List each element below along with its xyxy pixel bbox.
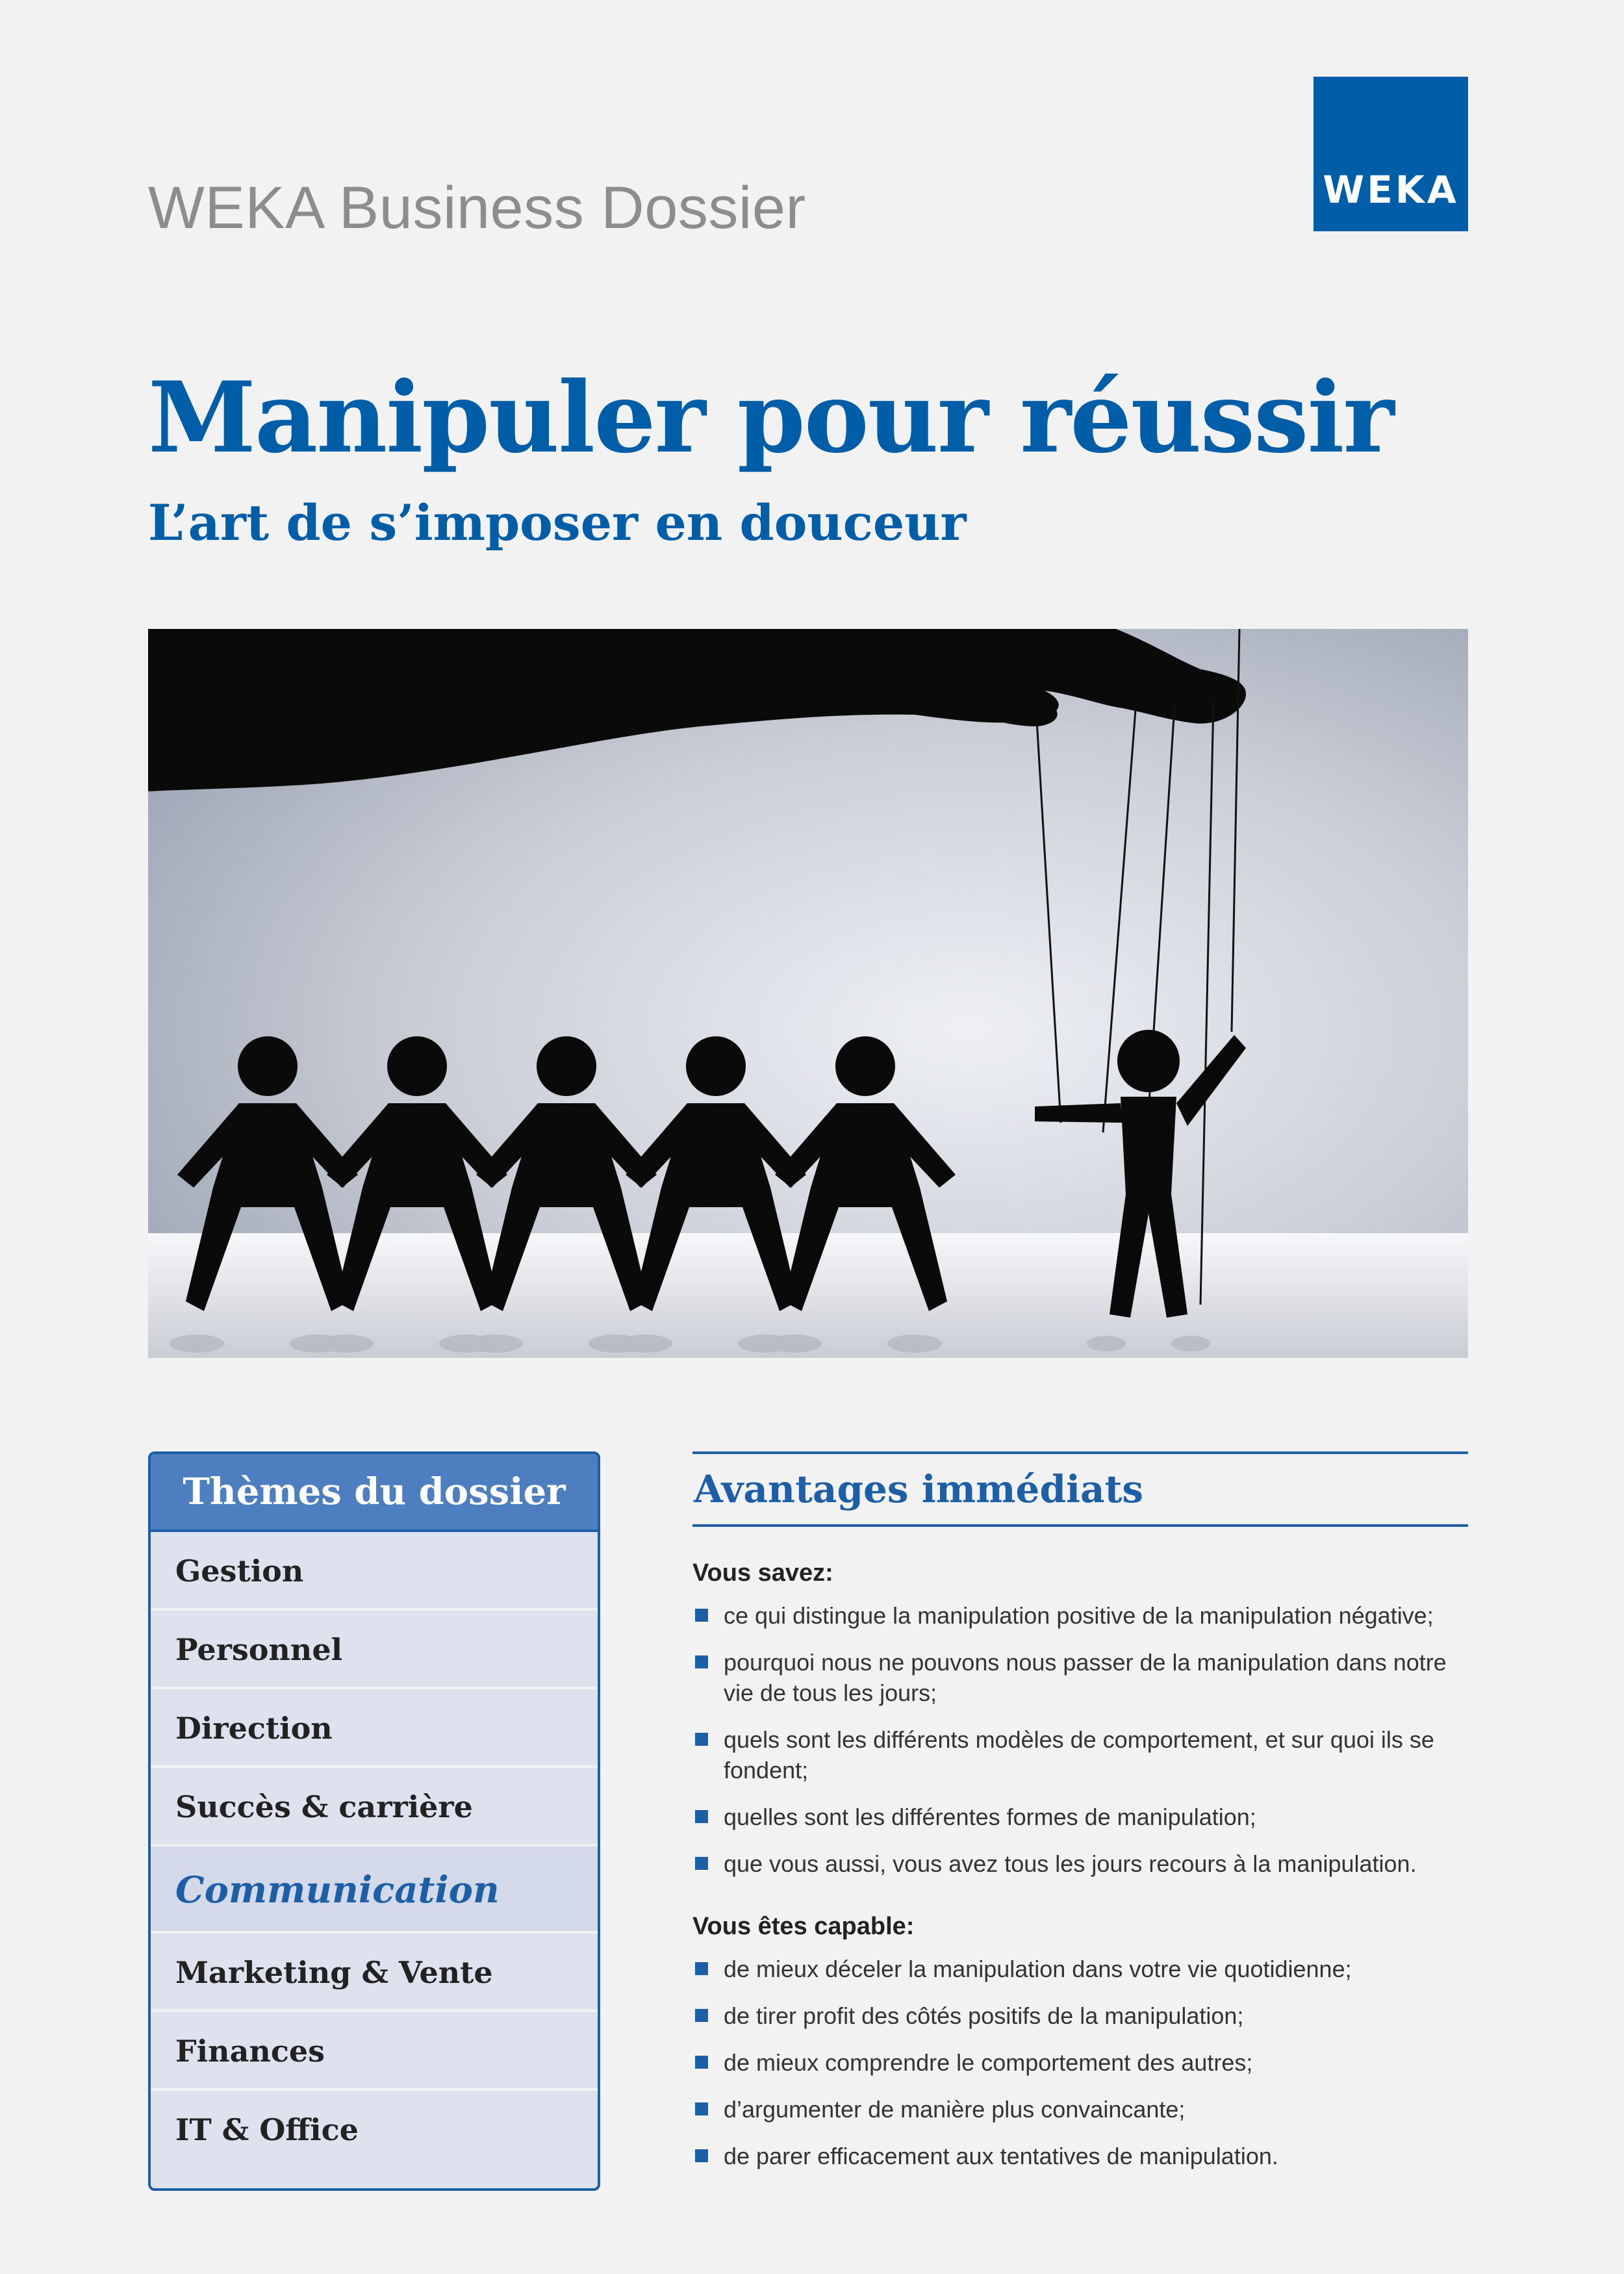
list-item: de mieux déceler la manipulation dans votre vie quotidienne; — [692, 1954, 1468, 1984]
list-item: de tirer profit des côtés positifs de la manipulation; — [692, 2000, 1468, 2031]
page-subtitle: L’art de s’imposer en douceur — [148, 494, 967, 552]
section1-title: Vous savez: — [692, 1559, 833, 1587]
theme-item-gestion: Gestion — [151, 1532, 598, 1611]
list-item: quels sont les différents modèles de comportement, et sur quoi ils se fondent; — [692, 1724, 1468, 1785]
themes-header: Thèmes du dossier — [151, 1454, 598, 1532]
weka-logo — [1313, 77, 1468, 231]
list-item: d’argumenter de manière plus convaincante; — [692, 2094, 1468, 2125]
theme-item-marketing-vente: Marketing & Vente — [151, 1934, 598, 2012]
page-title: Manipuler pour réussir — [148, 361, 1393, 475]
bullet-square-icon — [695, 1857, 708, 1870]
bullet-square-icon — [695, 1810, 708, 1823]
bullet-square-icon — [695, 2102, 708, 2115]
list-item: de mieux comprendre le comportement des autres; — [692, 2047, 1468, 2078]
section1-list — [692, 1600, 1468, 1879]
section2-list — [692, 1954, 1468, 2171]
advantages-heading: Avantages immédiats — [692, 1451, 1468, 1527]
theme-item-personnel: Personnel — [151, 1611, 598, 1689]
bullet-square-icon — [695, 2009, 708, 2022]
list-item: ce qui distingue la manipulation positive de la manipulation négative; — [692, 1600, 1468, 1631]
list-item: que vous aussi, vous avez tous les jours recours à la manipulation. — [692, 1848, 1468, 1879]
themes-box — [148, 1451, 600, 2191]
theme-item-it-office: IT & Office — [175, 2112, 359, 2147]
bullet-square-icon — [695, 1962, 708, 1975]
bullet-square-icon — [695, 1655, 708, 1668]
list-item: pourquoi nous ne pouvons nous passer de la manipulation dans notre vie de tous les jours; — [692, 1647, 1468, 1708]
cover-illustration — [148, 629, 1468, 1358]
bullet-square-icon — [695, 2149, 708, 2162]
list-item: de parer efficacement aux tentatives de manipulation. — [692, 2141, 1468, 2171]
theme-item-finances: Finances — [151, 2012, 598, 2091]
theme-item-direction: Direction — [151, 1689, 598, 1768]
section2-title: Vous êtes capable: — [692, 1913, 915, 1940]
bullet-square-icon — [695, 1733, 708, 1746]
theme-item-communication: Communication — [151, 1846, 598, 1934]
logo-text: WEKA — [1323, 168, 1459, 212]
brand-line: WEKA Business Dossier — [148, 175, 806, 241]
bullet-square-icon — [695, 1609, 708, 1622]
theme-item-succes-carriere: Succès & carrière — [151, 1768, 598, 1846]
list-item: quelles sont les différentes formes de manipulation; — [692, 1802, 1468, 1832]
advantages-section — [692, 1451, 1468, 2188]
bullet-square-icon — [695, 2056, 708, 2069]
